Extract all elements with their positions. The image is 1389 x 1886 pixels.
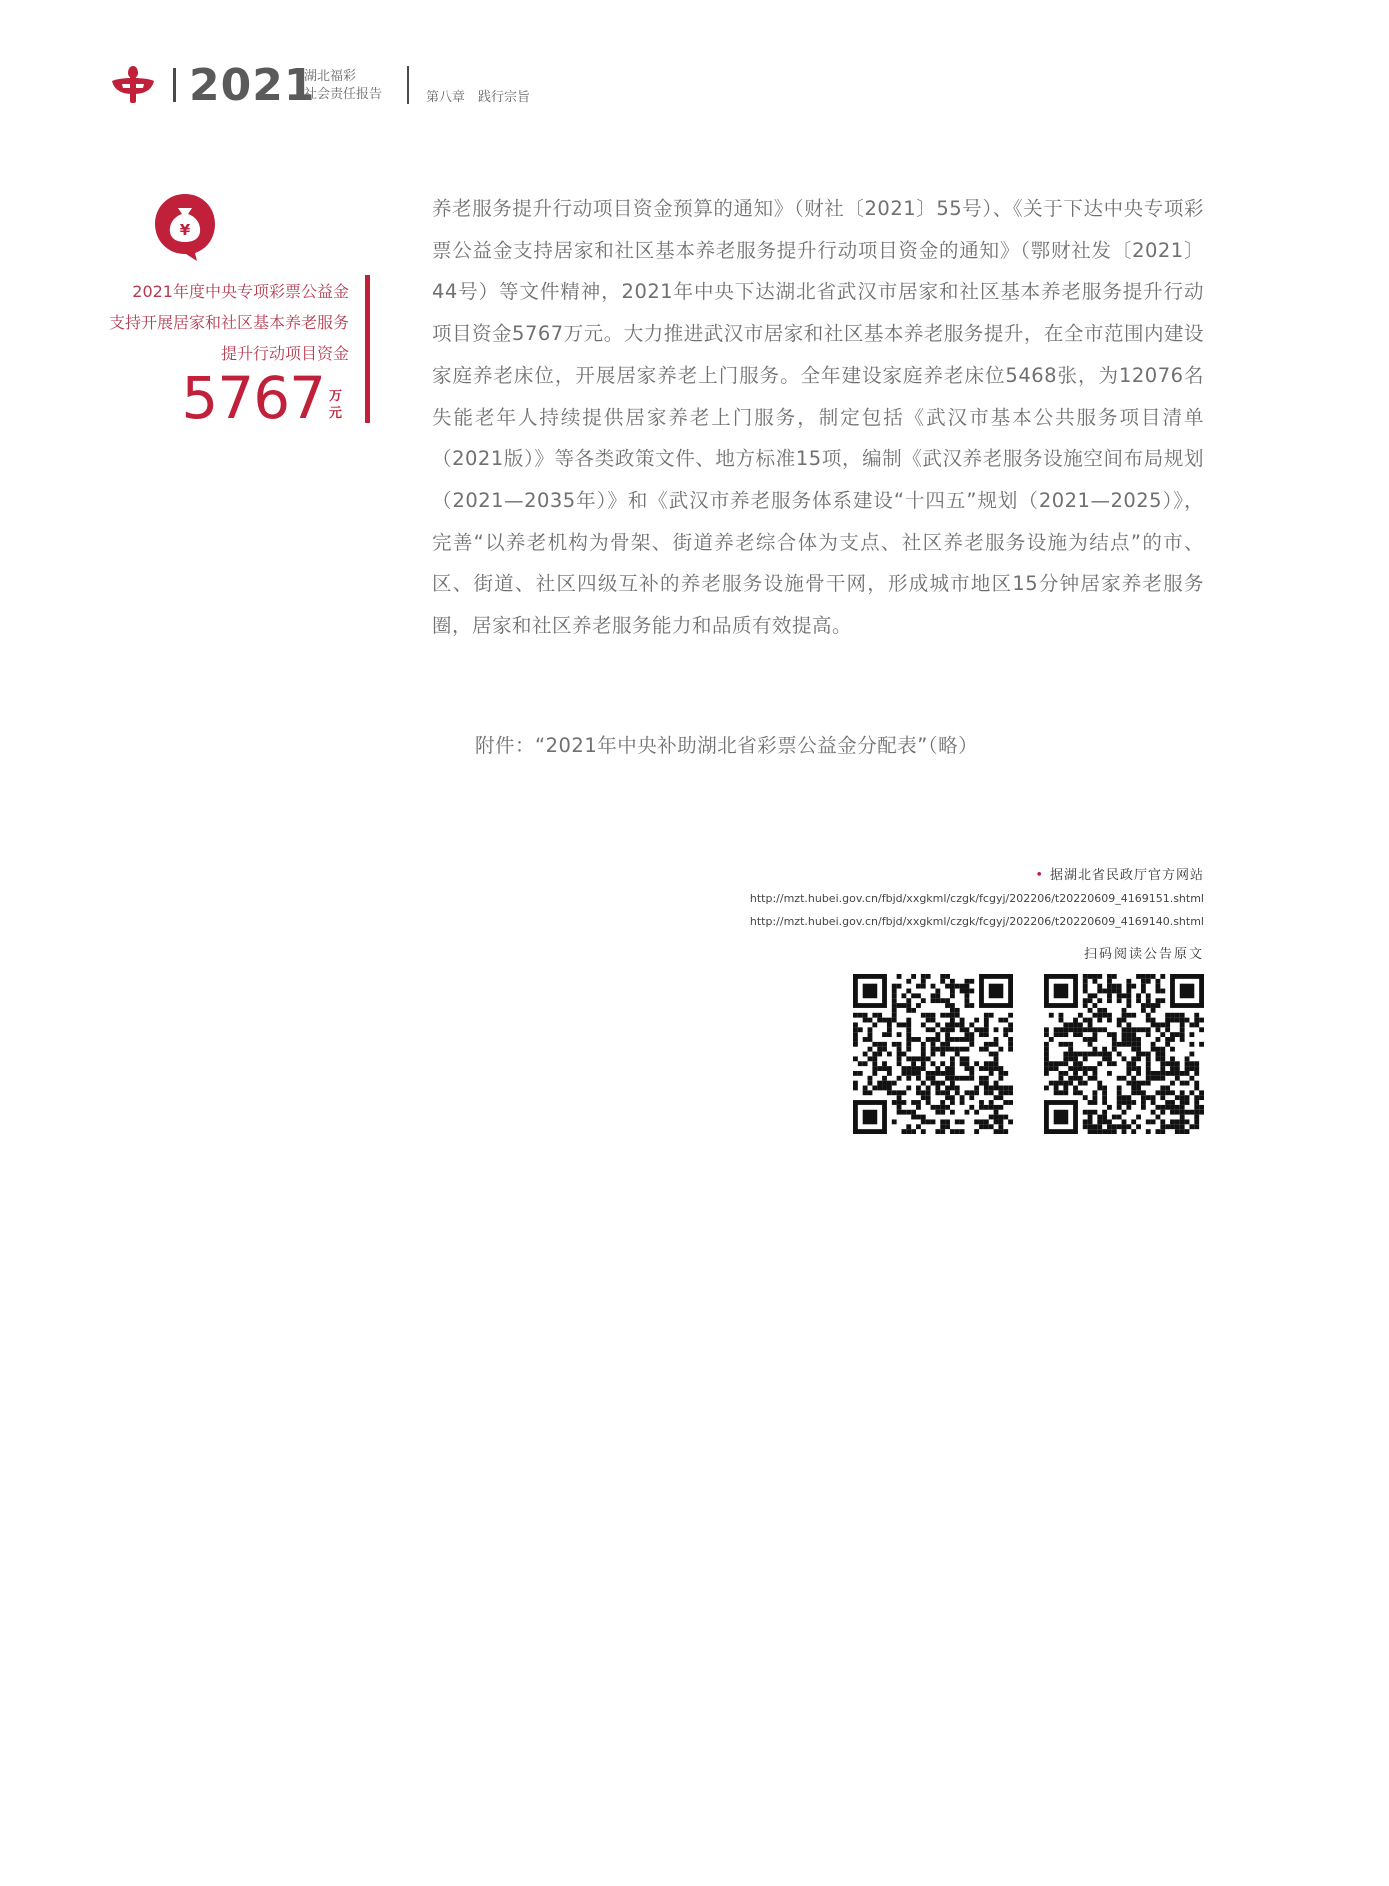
attachment-note: 附件：“2021年中央补助湖北省彩票公益金分配表”（略） — [475, 734, 979, 757]
body-paragraph: 养老服务提升行动项目资金预算的通知》（财社〔2021〕55号）、《关于下达中央专项彩票公益金支持居家和社区基本养老服务提升行动项目资金的通知》（鄂财社发〔2021〕44号）等文件精神，2021年中央下达湖北省武汉市居家和社区基本养老服务提升行动项目资金5767万元。大力推进武汉市居家和社区基本养老服务提升，在全市范围内建设家庭养老床位，开展居家养老上门服务。全年建设家庭养老床位5468张，为12076名失能老年人持续提供居家养老上门服务，制定包括《武汉市基本公共服务项目清单（2021版）》等各类政策文件、地方标准15项，编制《武汉养老服务设施空间布局规划（2021—2035年）》和《武汉市养老服务体系建设“十四五”规划（2021—2025）》，完善“以养老机构为骨架、街道养老综合体为支点、社区养老服务设施为结点”的市、区、街道、社区四级互补的养老服务设施骨干网，形成城市地区15分钟居家养老服务圈，居家和社区养老服务能力和品质有效提高。 — [432, 197, 1204, 638]
source-label-text: 据湖北省民政厅官方网站 — [1049, 868, 1204, 883]
report-title-line1: 湖北福彩 — [304, 69, 357, 84]
highlight-number: 5767 — [181, 364, 325, 432]
money-bag-speech-icon — [153, 192, 217, 262]
highlight-accent-bar — [365, 275, 370, 423]
header-divider-2 — [407, 66, 409, 104]
bullet-dot-icon: • — [1035, 868, 1044, 883]
source-url-2[interactable]: http://mzt.hubei.gov.cn/fbjd/xxgkml/czgk/fcgyj/202206/t20220609_4169140.shtml — [749, 915, 1204, 928]
qr-code-icon[interactable] — [1044, 974, 1204, 1134]
welfare-lottery-logo-icon — [110, 64, 156, 104]
source-label — [1035, 864, 1204, 883]
header-divider — [173, 68, 176, 102]
qr-code-icon[interactable] — [853, 974, 1013, 1134]
report-title — [304, 68, 382, 104]
highlight-caption — [49, 276, 349, 369]
highlight-caption-line: 支持开展居家和社区基本养老服务 — [108, 313, 349, 332]
source-url-1[interactable]: http://mzt.hubei.gov.cn/fbjd/xxgkml/czgk/fcgyj/202206/t20220609_4169151.shtml — [749, 892, 1204, 905]
report-title-line2: 社会责任报告 — [304, 87, 383, 102]
svg-text:¥: ¥ — [179, 221, 191, 239]
report-year: 2021 — [189, 60, 316, 111]
highlight-unit-line2: 元 — [329, 406, 343, 421]
highlight-unit-line1: 万 — [329, 389, 343, 404]
chapter-label: 第八章 践行宗旨 — [426, 90, 531, 105]
scan-label: 扫码阅读公告原文 — [1083, 947, 1204, 962]
highlight-caption-line: 提升行动项目资金 — [220, 344, 349, 363]
highlight-caption-line: 2021年度中央专项彩票公益金 — [132, 282, 349, 301]
highlight-unit — [329, 388, 349, 422]
